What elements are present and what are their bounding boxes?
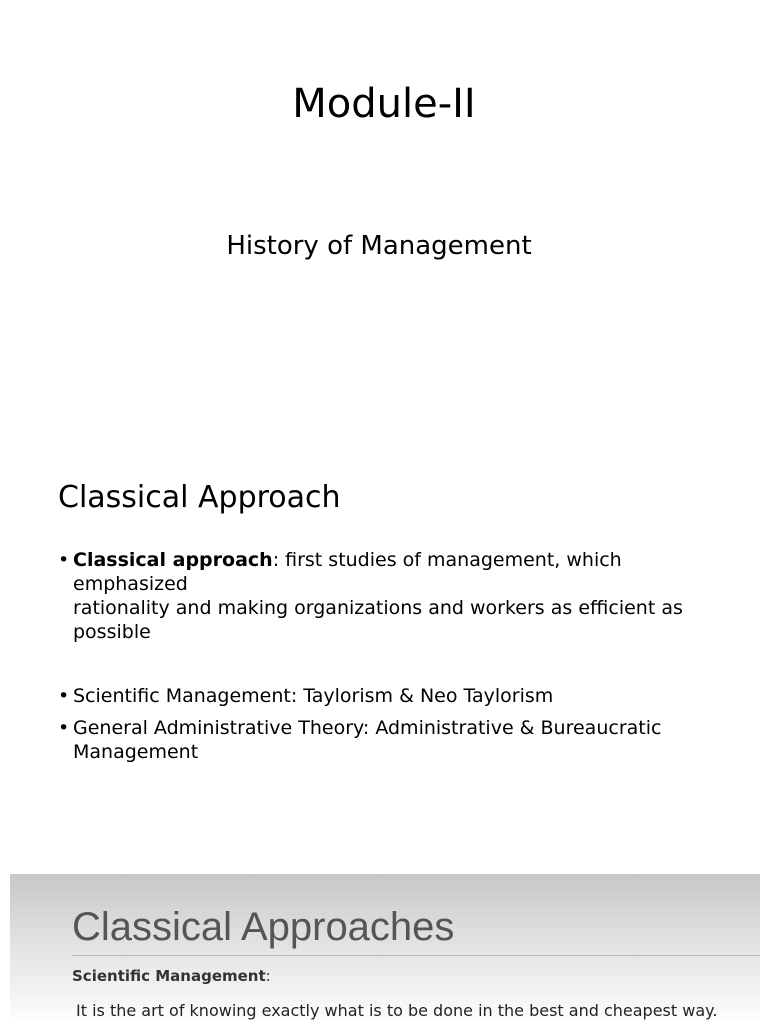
bullet-text-line-1: General Administrative Theory: Administrative & Bureaucratic — [73, 717, 662, 739]
bullet-classical-approach — [58, 548, 718, 644]
slide-3-heading — [72, 966, 271, 986]
slide-3 — [10, 874, 760, 1024]
slide-3-text: It is the art of knowing exactly what is to be done in the best and cheapest way. — [76, 1001, 718, 1020]
slide-3-title: Classical Approaches — [72, 905, 455, 949]
slide-1-title: Module-II — [292, 81, 476, 127]
heading-suffix: : — [265, 967, 271, 985]
bullet-dot: • — [58, 549, 70, 571]
slide-2-title: Classical Approach — [58, 480, 341, 515]
slide-2 — [0, 430, 768, 870]
bullet-dot: • — [58, 685, 70, 707]
bullet-term: Classical approach — [73, 549, 273, 571]
bullet-text-line-2: Management — [73, 741, 199, 763]
bullet-text: Scientific Management: Taylorism & Neo Taylorism — [73, 685, 554, 707]
bullet-text-line-2: rationality and making organizations and workers as efficient as — [73, 597, 683, 619]
bullet-scientific-management — [58, 684, 718, 708]
slide-1-subtitle: History of Management — [226, 231, 532, 261]
bullet-text-line-3: possible — [73, 621, 151, 643]
title-divider — [72, 955, 760, 956]
heading-bold: Scientific Management — [72, 967, 266, 985]
bullet-list — [58, 548, 718, 764]
bullet-general-administrative-theory — [58, 716, 718, 764]
slide-1 — [0, 0, 768, 430]
bullet-text-line-1: : first studies of management, which emphasized — [73, 549, 622, 595]
bullet-dot: • — [58, 717, 70, 739]
